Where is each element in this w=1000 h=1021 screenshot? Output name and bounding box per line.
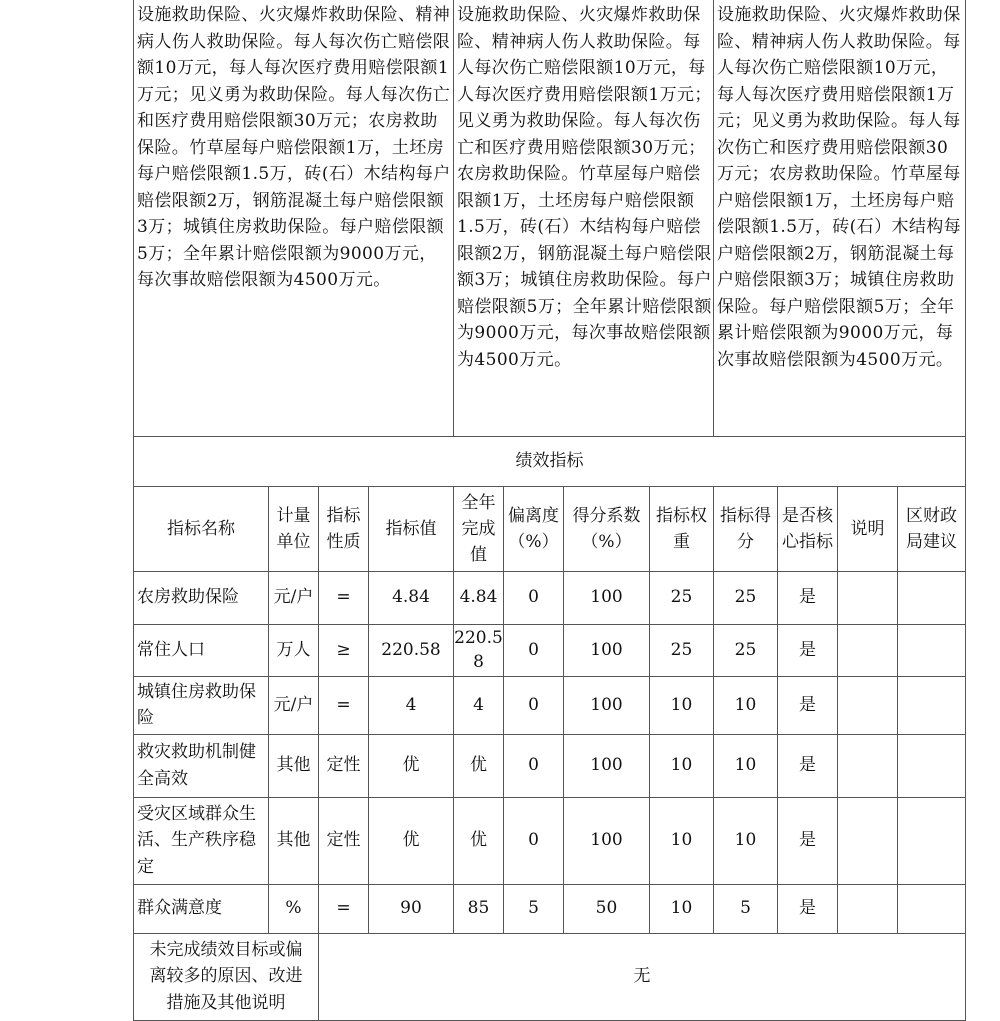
section-title-row xyxy=(134,437,966,487)
row-deviation: 5 xyxy=(504,884,564,933)
row-suggestion xyxy=(898,797,966,884)
row-actual: 85 xyxy=(454,884,504,933)
row-value: 4.84 xyxy=(369,571,454,624)
header-weight: 指标权重 xyxy=(650,486,714,571)
description-cell: 设施救助保险、火灾爆炸救助保险、精神病人伤人救助保险。每人每次伤亡赔偿限额10万元，每人每次医疗费用赔偿限额1万元；见义勇为救助保险。每人每次伤亡和医疗费用赔偿限额30万元；农房救助保险。竹草屋每户赔偿限额1万，土坯房每户赔偿限额1.5万，砖(石）木结构每户赔偿限额2万，钢筋混凝土每户赔偿限额3万；城镇住房救助保险。每户赔偿限额5万；全年累计赔偿限额为9000万元，每次事故赔偿限额为4500万元。 xyxy=(714,0,966,436)
row-deviation: 0 xyxy=(504,734,564,797)
row-unit: 万人 xyxy=(269,624,319,676)
row-note xyxy=(838,571,898,624)
row-nature: = xyxy=(319,884,369,933)
row-coefficient: 100 xyxy=(564,571,650,624)
table-row xyxy=(134,676,966,734)
footer-label: 未完成绩效目标或偏离较多的原因、改进措施及其他说明 xyxy=(134,933,319,1020)
header-row xyxy=(134,486,966,571)
row-nature: = xyxy=(319,676,369,734)
row-suggestion xyxy=(898,884,966,933)
row-unit: % xyxy=(269,884,319,933)
row-deviation: 0 xyxy=(504,676,564,734)
row-name: 常住人口 xyxy=(134,624,269,676)
metrics-table xyxy=(133,437,966,1021)
header-suggestion: 区财政局建议 xyxy=(898,486,966,571)
row-nature: ≥ xyxy=(319,624,369,676)
row-core: 是 xyxy=(778,797,838,884)
row-deviation: 0 xyxy=(504,624,564,676)
footer-row xyxy=(134,933,966,1020)
row-score: 25 xyxy=(714,624,778,676)
row-note xyxy=(838,884,898,933)
row-core: 是 xyxy=(778,624,838,676)
row-actual: 220.58 xyxy=(454,624,504,676)
row-weight: 25 xyxy=(650,624,714,676)
row-suggestion xyxy=(898,676,966,734)
row-score: 10 xyxy=(714,734,778,797)
header-value: 指标值 xyxy=(369,486,454,571)
row-value: 优 xyxy=(369,734,454,797)
header-nature: 指标性质 xyxy=(319,486,369,571)
description-table xyxy=(133,0,966,437)
row-suggestion xyxy=(898,624,966,676)
row-name: 救灾救助机制健全高效 xyxy=(134,734,269,797)
section-title: 绩效指标 xyxy=(134,437,966,487)
row-coefficient: 100 xyxy=(564,676,650,734)
table-row xyxy=(134,797,966,884)
row-core: 是 xyxy=(778,884,838,933)
row-core: 是 xyxy=(778,734,838,797)
row-core: 是 xyxy=(778,676,838,734)
row-unit: 其他 xyxy=(269,797,319,884)
header-unit: 计量单位 xyxy=(269,486,319,571)
row-actual: 优 xyxy=(454,797,504,884)
row-core: 是 xyxy=(778,571,838,624)
row-note xyxy=(838,624,898,676)
row-actual: 4 xyxy=(454,676,504,734)
row-actual: 4.84 xyxy=(454,571,504,624)
header-coefficient: 得分系数（%） xyxy=(564,486,650,571)
row-nature: 定性 xyxy=(319,797,369,884)
row-weight: 10 xyxy=(650,676,714,734)
row-note xyxy=(838,734,898,797)
row-value: 220.58 xyxy=(369,624,454,676)
row-name: 受灾区域群众生活、生产秩序稳定 xyxy=(134,797,269,884)
table-row xyxy=(134,571,966,624)
row-note xyxy=(838,797,898,884)
row-deviation: 0 xyxy=(504,797,564,884)
row-weight: 25 xyxy=(650,571,714,624)
row-weight: 10 xyxy=(650,797,714,884)
header-score: 指标得分 xyxy=(714,486,778,571)
row-actual: 优 xyxy=(454,734,504,797)
row-value: 4 xyxy=(369,676,454,734)
row-unit: 元/户 xyxy=(269,571,319,624)
row-value: 优 xyxy=(369,797,454,884)
row-score: 10 xyxy=(714,797,778,884)
row-suggestion xyxy=(898,571,966,624)
row-coefficient: 50 xyxy=(564,884,650,933)
description-cell: 设施救助保险、火灾爆炸救助保险、精神病人伤人救助保险。每人每次伤亡赔偿限额10万元，每人每次医疗费用赔偿限额1万元；见义勇为救助保险。每人每次伤亡和医疗费用赔偿限额30万元；农房救助保险。竹草屋每户赔偿限额1万，土坯房每户赔偿限额1.5万，砖(石）木结构每户赔偿限额2万，钢筋混凝土每户赔偿限额3万；城镇住房救助保险。每户赔偿限额5万；全年累计赔偿限额为9000万元，每次事故赔偿限额为4500万元。 xyxy=(134,0,454,436)
table-row xyxy=(134,734,966,797)
row-value: 90 xyxy=(369,884,454,933)
row-nature: 定性 xyxy=(319,734,369,797)
row-coefficient: 100 xyxy=(564,624,650,676)
row-score: 25 xyxy=(714,571,778,624)
row-name: 农房救助保险 xyxy=(134,571,269,624)
row-score: 5 xyxy=(714,884,778,933)
header-core: 是否核心指标 xyxy=(778,486,838,571)
row-coefficient: 100 xyxy=(564,734,650,797)
table-row xyxy=(134,624,966,676)
row-score: 10 xyxy=(714,676,778,734)
row-note xyxy=(838,676,898,734)
footer-value: 无 xyxy=(319,933,966,1020)
performance-table xyxy=(133,0,965,1021)
row-suggestion xyxy=(898,734,966,797)
row-weight: 10 xyxy=(650,734,714,797)
description-row xyxy=(134,0,966,436)
row-unit: 元/户 xyxy=(269,676,319,734)
header-actual: 全年完成值 xyxy=(454,486,504,571)
header-note: 说明 xyxy=(838,486,898,571)
row-name: 群众满意度 xyxy=(134,884,269,933)
description-cell: 设施救助保险、火灾爆炸救助保险、精神病人伤人救助保险。每人每次伤亡赔偿限额10万元，每人每次医疗费用赔偿限额1万元；见义勇为救助保险。每人每次伤亡和医疗费用赔偿限额30万元；农房救助保险。竹草屋每户赔偿限额1万，土坯房每户赔偿限额1.5万，砖(石）木结构每户赔偿限额2万，钢筋混凝土每户赔偿限额3万；城镇住房救助保险。每户赔偿限额5万；全年累计赔偿限额为9000万元，每次事故赔偿限额为4500万元。 xyxy=(454,0,714,436)
row-weight: 10 xyxy=(650,884,714,933)
header-name: 指标名称 xyxy=(134,486,269,571)
row-coefficient: 100 xyxy=(564,797,650,884)
row-name: 城镇住房救助保险 xyxy=(134,676,269,734)
row-deviation: 0 xyxy=(504,571,564,624)
row-nature: = xyxy=(319,571,369,624)
row-unit: 其他 xyxy=(269,734,319,797)
header-deviation: 偏离度（%） xyxy=(504,486,564,571)
table-row xyxy=(134,884,966,933)
